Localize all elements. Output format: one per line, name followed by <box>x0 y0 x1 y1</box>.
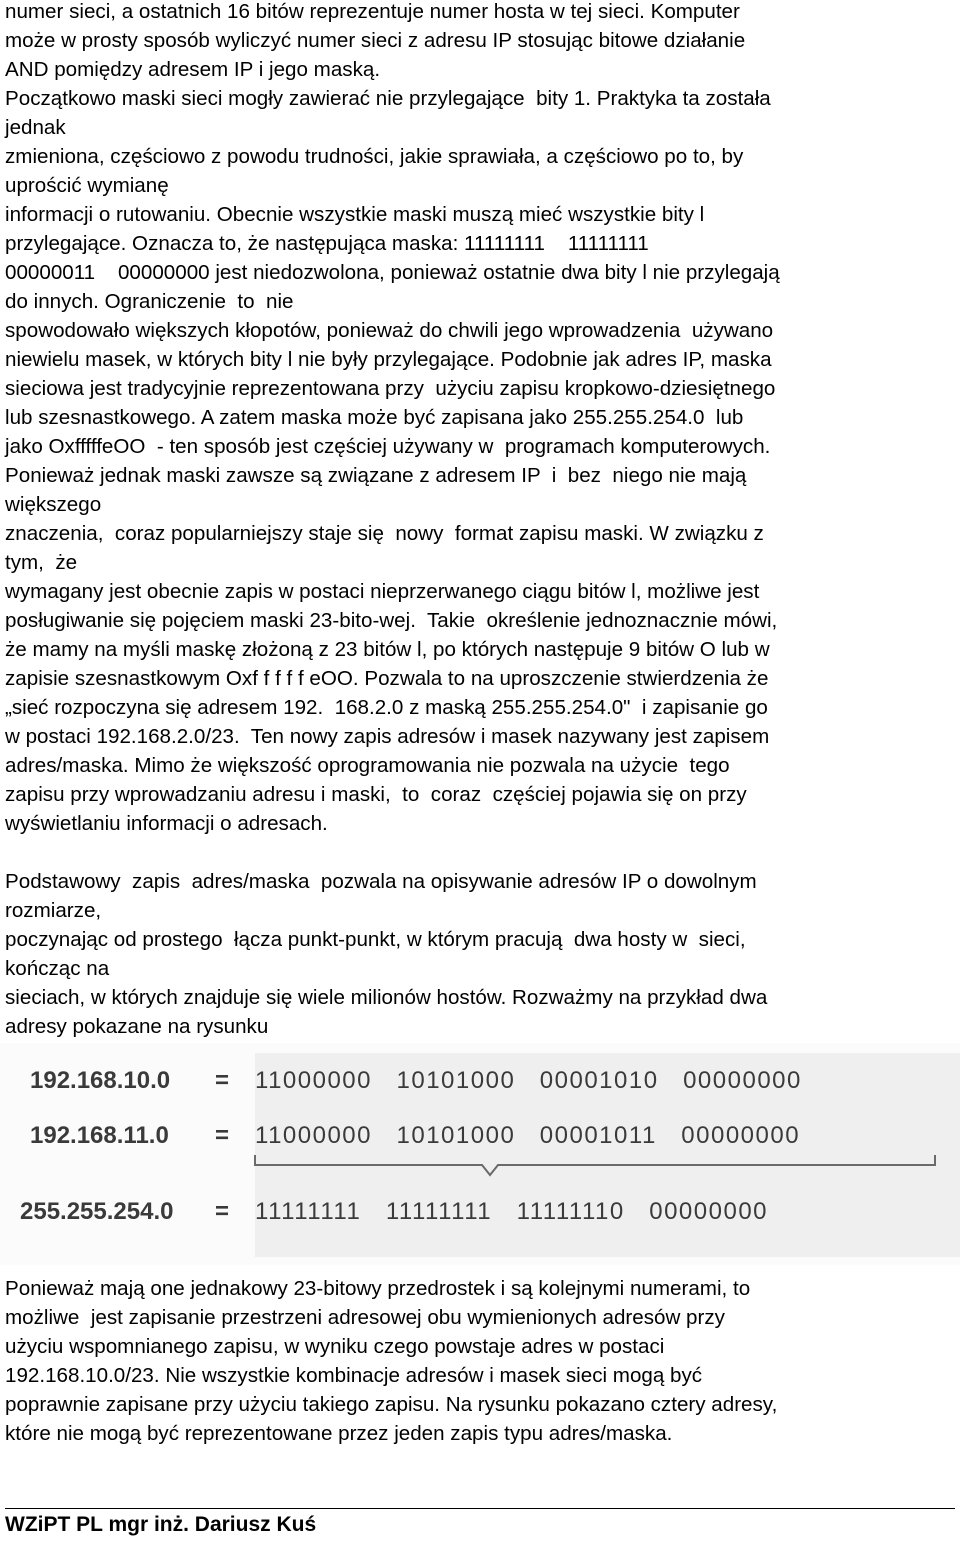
text-line: wymagany jest obecnie zapis w postaci nieprzerwanego ciągu bitów l, możliwe jest <box>5 580 760 603</box>
text-line: możliwe jest zapisanie przestrzeni adresowej obu wymienionych adresów przy <box>5 1306 725 1329</box>
figure-row <box>0 1116 960 1156</box>
text-line: uprościć wymianę <box>5 174 169 197</box>
text-line: jednak <box>5 116 66 139</box>
text-line: zmieniona, częściowo z powodu trudności, jakie sprawiała, a częściowo po to, by <box>5 145 744 168</box>
text-line: posługiwanie się pojęciem maski 23-bito-wej. Takie określenie jednoznacznie mówi, <box>5 609 778 632</box>
text-line: do innych. Ograniczenie to nie <box>5 290 294 313</box>
text-line: wyświetlaniu informacji o adresach. <box>5 812 328 835</box>
text-line: rozmiarze, <box>5 899 102 922</box>
text-line: użyciu wspomnianego zapisu, w wyniku czego powstaje adres w postaci <box>5 1335 665 1358</box>
text-line: zapisie szesnastkowym Oxf f f f f eOO. Pozwala to na uproszczenie stwierdzenia że <box>5 667 769 690</box>
text-line: 00000011 00000000 jest niedozwolona, ponieważ ostatnie dwa bity l nie przylegają <box>5 261 780 284</box>
text-line: sieciowa jest tradycyjnie reprezentowana przy użyciu zapisu kropkowo-dziesiętnego <box>5 377 776 400</box>
figure-equals: = <box>215 1067 230 1094</box>
text-line: które nie mogą być reprezentowane przez jeden zapis typu adres/maska. <box>5 1422 673 1445</box>
text-line: Początkowo maski sieci mogły zawierać nie przylegające bity 1. Praktyka ta została <box>5 87 771 110</box>
text-line: że mamy na myśli maskę złożoną z 23 bitów l, po których następuje 9 bitów O lub w <box>5 638 770 661</box>
text-line: lub szesnastkowego. A zatem maska może być zapisana jako 255.255.254.0 lub <box>5 406 744 429</box>
text-line: może w prosty sposób wyliczyć numer sieci z adresu IP stosując bitowe działanie <box>5 29 746 52</box>
text-line: Ponieważ jednak maski zawsze są związane z adresem IP i bez niego nie mają <box>5 464 747 487</box>
text-line: znaczenia, coraz popularniejszy staje się nowy format zapisu maski. W związku z <box>5 522 764 545</box>
footer-divider <box>5 1508 955 1509</box>
figure-address: 192.168.10.0 <box>30 1067 171 1094</box>
text-line: spowodowało większych kłopotów, ponieważ do chwili jego wprowadzenia używano <box>5 319 774 342</box>
text-line: poczynając od prostego łącza punkt-punkt, w którym pracują dwa hosty w sieci, <box>5 928 746 951</box>
text-line: Ponieważ mają one jednakowy 23-bitowy przedrostek i są kolejnymi numerami, to <box>5 1277 751 1300</box>
text-line: większego <box>5 493 102 516</box>
figure-row <box>0 1192 960 1232</box>
text-line: 192.168.10.0/23. Nie wszystkie kombinacje adresów i masek sieci mogą być <box>5 1364 703 1387</box>
text-line: „sieć rozpoczyna się adresem 192. 168.2.0 z maską 255.255.254.0" i zapisanie go <box>5 696 768 719</box>
text-line: informacji o rutowaniu. Obecnie wszystkie maski muszą mieć wszystkie bity l <box>5 203 705 226</box>
text-line: zapisu przy wprowadzaniu adresu i maski, to coraz częściej pojawia się on przy <box>5 783 747 806</box>
text-line: adresy pokazane na rysunku <box>5 1015 269 1038</box>
figure-bits: 11000000 10101000 00001011 00000000 <box>255 1122 801 1149</box>
text-line: przylegające. Oznacza to, że następująca maska: 11111111 11111111 <box>5 232 649 255</box>
text-line: sieciach, w których znajduje się wiele milionów hostów. Rozważmy na przykład dwa <box>5 986 768 1009</box>
text-line: numer sieci, a ostatnich 16 bitów reprezentuje numer hosta w tej sieci. Komputer <box>5 0 740 23</box>
figure-bits: 11111111 11111111 11111110 00000000 <box>255 1198 769 1225</box>
figure-address: 192.168.11.0 <box>30 1122 169 1149</box>
text-line: w postaci 192.168.2.0/23. Ten nowy zapis adresów i masek nazywany jest zapisem <box>5 725 770 748</box>
binary-figure <box>0 1043 960 1265</box>
text-line: kończąc na <box>5 957 110 980</box>
figure-bits: 11000000 10101000 00001010 00000000 <box>255 1067 802 1094</box>
text-line: jako OxfffffeOO - ten sposób jest częściej używany w programach komputerowych. <box>5 435 771 458</box>
text-line: tym, że <box>5 551 78 574</box>
text-line: AND pomiędzy adresem IP i jego maską. <box>5 58 381 81</box>
figure-equals: = <box>215 1122 230 1149</box>
text-line: Podstawowy zapis adres/maska pozwala na opisywanie adresów IP o dowolnym <box>5 870 757 893</box>
figure-row <box>0 1061 960 1101</box>
prefix-bracket <box>250 1151 950 1181</box>
footer-author: WZiPT PL mgr inż. Dariusz Kuś <box>5 1513 317 1536</box>
text-line: adres/maska. Mimo że większość oprogramowania nie pozwala na użycie tego <box>5 754 730 777</box>
text-line: poprawnie zapisane przy użyciu takiego zapisu. Na rysunku pokazano cztery adresy, <box>5 1393 778 1416</box>
figure-address: 255.255.254.0 <box>20 1198 174 1225</box>
figure-equals: = <box>215 1198 230 1225</box>
text-line: niewielu masek, w których bity l nie były przylegające. Podobnie jak adres IP, maska <box>5 348 772 371</box>
